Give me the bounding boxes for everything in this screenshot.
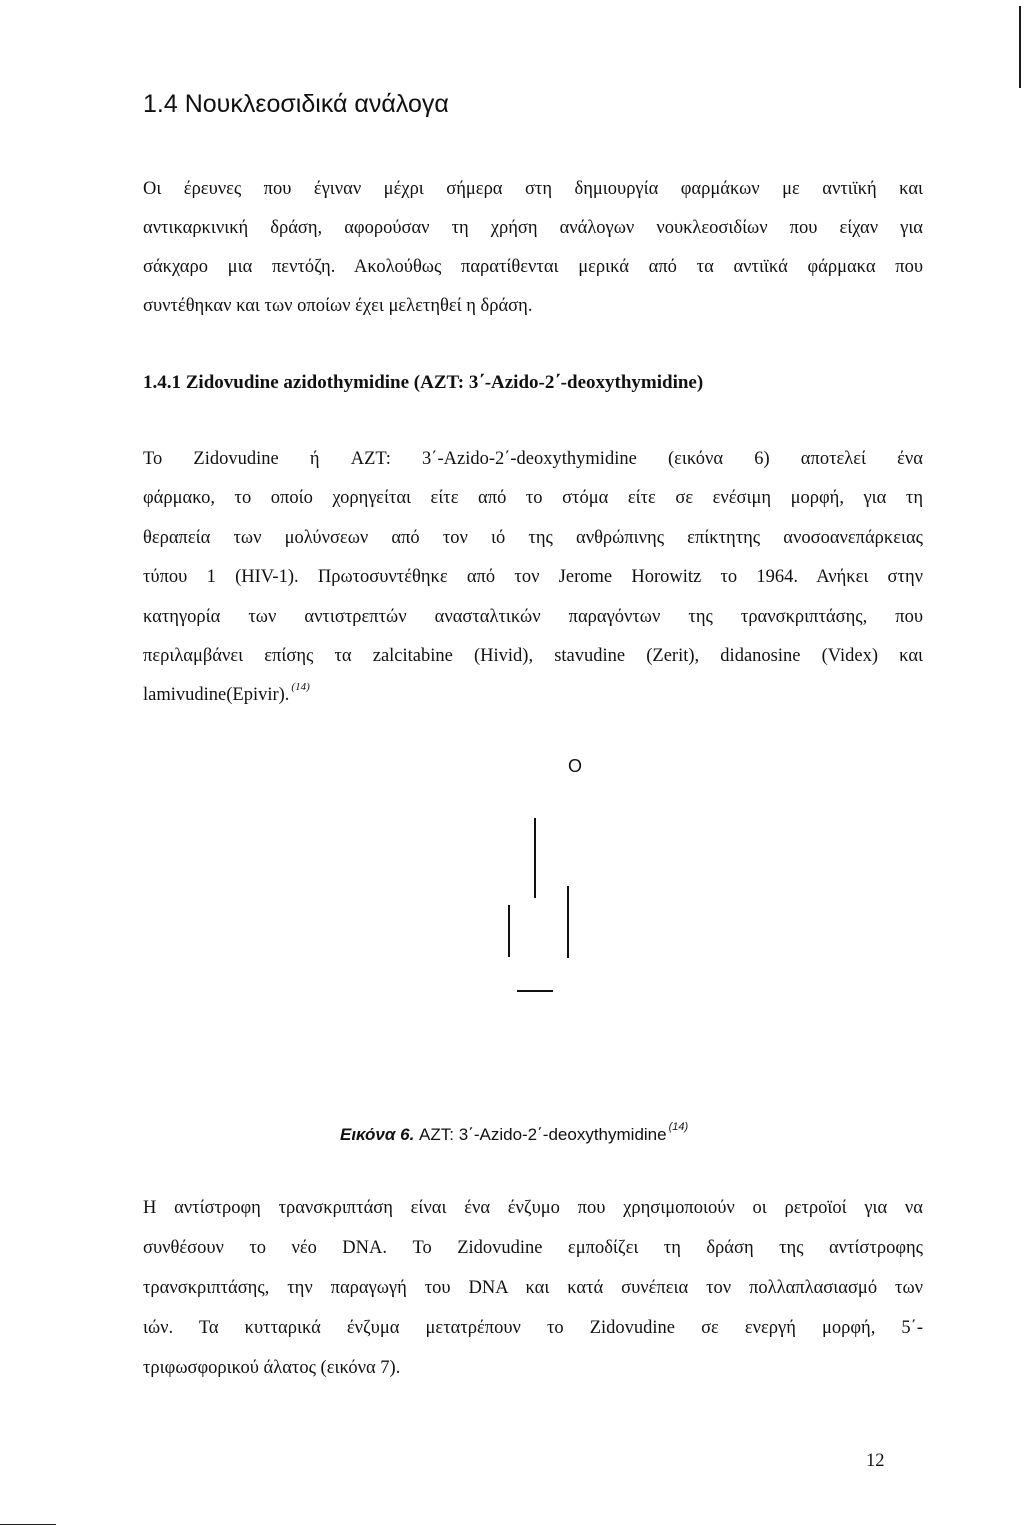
reference-marker: (14): [291, 681, 310, 694]
rt-line: ιών. Τα κυτταρικά ένζυμα μετατρέπουν το Zidovudine σε ενεργή μορφή, 5΄-: [143, 1318, 923, 1338]
rt-line: τριφωσφορικού άλατος (εικόνα 7).: [143, 1358, 401, 1378]
bond-line: [508, 905, 510, 957]
figure-label: Εικόνα 6.: [340, 1125, 415, 1144]
subsection-heading: 1.4.1 Zidovudine azidothymidine (AZT: 3΄-Azido-2΄-deoxythymidine): [143, 372, 704, 393]
azt-line: κατηγορία των αντιστρεπτών ανασταλτικών παραγόντων της τρανσκριπτάσης, που: [143, 606, 923, 627]
rt-line: Η αντίστροφη τρανσκριπτάση είναι ένα ένζυμο που χρησιμοποιούν οι ρετροϊοί για να: [143, 1198, 923, 1218]
page-number: 12: [866, 1451, 885, 1471]
reverse-transcriptase-paragraph: [143, 1188, 923, 1388]
rt-line: συνθέσουν το νέο DNA. Το Zidovudine εμποδίζει τη δράση της αντίστροφης: [143, 1238, 923, 1258]
azt-line: Το Zidovudine ή AZT: 3΄-Azido-2΄-deoxythymidine (εικόνα 6) αποτελεί ένα: [143, 449, 923, 469]
bond-line: [534, 818, 536, 898]
azt-paragraph: [143, 440, 923, 716]
azt-line: φάρμακο, το οποίο χορηγείται είτε από το στόμα είτε σε ενέσιμη μορφή, για τη: [143, 488, 923, 509]
azt-line: θεραπεία των μολύνσεων από τον ιό της ανθρώπινης επίκτητης ανοσοανεπάρκειας: [143, 527, 923, 548]
azt-structure-figure: [490, 750, 600, 1000]
section-title: 1.4 Νουκλεοσιδικά ανάλογα: [143, 90, 449, 118]
intro-line: αντικαρκινική δράση, αφορούσαν τη χρήση ανάλογων νουκλεοσιδίων που είχαν για: [143, 218, 923, 238]
azt-last-line: [143, 676, 923, 715]
intro-paragraph: [143, 170, 923, 326]
azt-line: περιλαμβάνει επίσης τα zalcitabine (Hivid), stavudine (Zerit), didanosine (Videx) και: [143, 645, 923, 666]
azt-line: τύπου 1 (HIV-1). Πρωτοσυντέθηκε από τον Jerome Horowitz το 1964. Ανήκει στην: [143, 567, 923, 588]
oxygen-atom-label: O: [568, 756, 583, 776]
intro-line: Οι έρευνες που έγιναν μέχρι σήμερα στη δημιουργία φαρμάκων με αντιϊκή και: [143, 179, 923, 199]
intro-line: σάκχαρο μια πεντόζη. Ακολούθως παρατίθενται μερικά από τα αντιϊκά φάρμακα που: [143, 257, 923, 277]
intro-line: συντέθηκαν και των οποίων έχει μελετηθεί η δράση.: [143, 296, 533, 316]
figure-caption-text: AZT: 3΄-Azido-2΄-deoxythymidine: [414, 1125, 667, 1144]
bond-line: [517, 990, 553, 992]
azt-last-line-text: lamivudine(Epivir).: [143, 685, 290, 706]
figure-reference-marker: (14): [668, 1121, 689, 1133]
bond-line: [567, 886, 569, 958]
rt-line: τρανσκριπτάσης, την παραγωγή του DNA και κατά συνέπεια τον πολλαπλασιασμό των: [143, 1278, 923, 1298]
scan-edge-rule: [1019, 6, 1021, 88]
footer-rule: [0, 1524, 56, 1525]
figure-caption: [340, 1122, 688, 1148]
